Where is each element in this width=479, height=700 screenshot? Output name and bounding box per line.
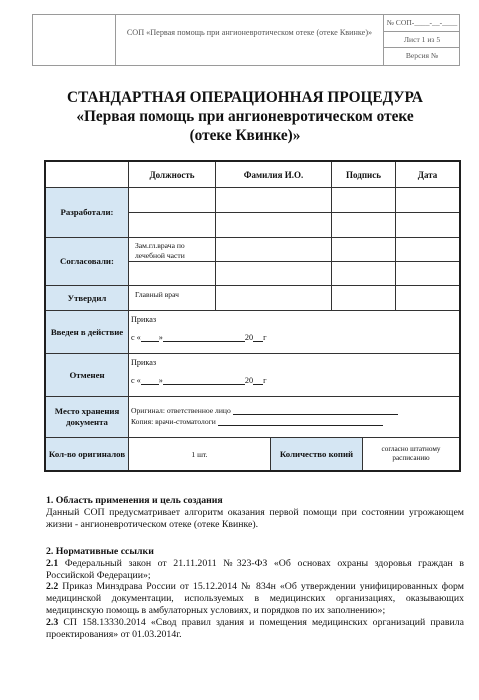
storage-cell (129, 397, 459, 438)
reference-2: 2.2 Приказ Минздрава России от 15.12.2014 № 834н «Об утверждении унифицированных форм медицинской документации, используемых в медицинских организациях, оказывающих медицинскую помощь в амбулаторных условиях, и порядков по их заполнению»; (46, 581, 464, 616)
logo-cell (33, 15, 116, 65)
table-row-storage (46, 397, 459, 438)
copies-count-value: согласно штатному расписанию (381, 445, 441, 462)
approved-name (216, 286, 332, 311)
header-meta (384, 15, 460, 65)
title-line-3: (отеке Квинке)» (189, 127, 301, 144)
col-name: Фамилия И.О. (216, 162, 332, 188)
reference-1: 2.1 Федеральный закон от 21.11.2011 №323-ФЗ «Об основах охраны здоровья граждан в Российской Федерации»; (46, 557, 464, 581)
approval-table (44, 160, 461, 472)
approved-sign (332, 286, 396, 311)
table-header-row (46, 162, 459, 188)
table-row-agreed (46, 238, 459, 286)
section-1 (46, 495, 464, 530)
table-row-introduced (46, 311, 459, 354)
developed-date-2 (396, 213, 459, 238)
table-row-counts (46, 438, 459, 470)
col-position: Должность (129, 162, 216, 188)
label-cancelled: Отменен (46, 354, 129, 397)
originals-count-value: 1 шт. (129, 438, 271, 470)
label-agreed: Согласовали: (46, 238, 129, 286)
header-version: Версия № (405, 51, 439, 61)
label-copies-count: Количество копий (271, 438, 363, 470)
storage-original: Оригинал: ответственное лицо (131, 406, 398, 415)
label-developed: Разработали: (46, 188, 129, 238)
section-1-text: Данный СОП предусматривает алгоритм оказания первой помощи при состоянии угрожающем жизни - ангионевротическом отеке (отеке Квинке). (46, 506, 464, 530)
header-sheet: Лист 1 из 5 (384, 32, 460, 49)
table-row-developed (46, 188, 459, 238)
section-2 (46, 546, 464, 640)
col-date: Дата (396, 162, 459, 188)
title-line-1: СТАНДАРТНАЯ ОПЕРАЦИОННАЯ ПРОЦЕДУРА (67, 89, 423, 106)
developed-name-1 (216, 188, 332, 213)
label-storage: Место хранения документа (46, 397, 129, 438)
agreed-sign-2 (332, 262, 396, 286)
label-approved: Утвердил (46, 286, 129, 311)
developed-position-1 (129, 188, 216, 213)
document-header (32, 14, 460, 66)
agreed-name-2 (216, 262, 332, 286)
table-row-approved (46, 286, 459, 311)
cancelled-order-line: с « » 20 г (131, 376, 267, 385)
header-blank-cell (46, 162, 129, 188)
table-row-cancelled (46, 354, 459, 397)
reference-3: 2.3 СП 158.13330.2014 «Свод правил здания и помещения медицинских организаций правила проектирования» от 01.03.2014г. (46, 616, 464, 640)
agreed-date-2 (396, 262, 459, 286)
developed-position-2 (129, 213, 216, 238)
agreed-position: Зам.гл.врача по лечебной части (129, 238, 216, 262)
developed-date-1 (396, 188, 459, 213)
cancelled-order-cell (129, 354, 459, 397)
header-number: № СОП-____-__-____ (384, 15, 460, 32)
approved-position: Главный врач (129, 286, 216, 311)
page-title (28, 88, 462, 145)
section-1-heading: 1. Область применения и цель создания (46, 495, 223, 506)
header-doc-name: СОП «Первая помощь при ангионевротическом отеке (отеке Квинке)» (116, 15, 384, 65)
agreed-position-2 (129, 262, 216, 286)
developed-name-2 (216, 213, 332, 238)
section-2-heading: 2. Нормативные ссылки (46, 546, 154, 557)
developed-sign-1 (332, 188, 396, 213)
label-introduced: Введен в действие (46, 311, 129, 354)
label-originals-count: Кол-во оригиналов (46, 438, 129, 470)
title-line-2: «Первая помощь при ангионевротическом отеке (76, 108, 414, 125)
introduced-order-word: Приказ (131, 315, 157, 324)
agreed-name-1 (216, 238, 332, 262)
cancelled-order-word: Приказ (131, 358, 157, 367)
col-signature: Подпись (332, 162, 396, 188)
introduced-order-line: с « » 20 г (131, 333, 267, 342)
introduced-order-cell (129, 311, 459, 354)
agreed-sign-1 (332, 238, 396, 262)
storage-copy: Копия: врачи-стоматологи (131, 417, 383, 426)
agreed-date-1 (396, 238, 459, 262)
developed-sign-2 (332, 213, 396, 238)
approved-date (396, 286, 459, 311)
